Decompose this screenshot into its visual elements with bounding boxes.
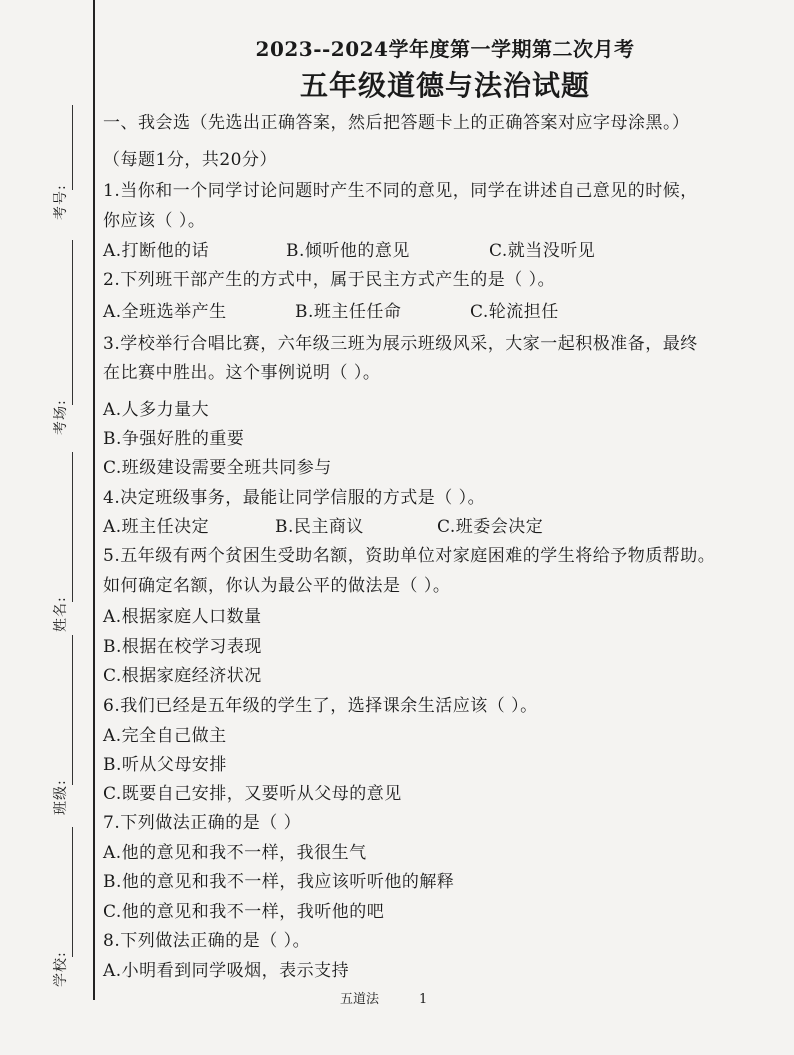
exam-title: 五年级道德与法治试题 [299, 69, 590, 102]
option-c[interactable]: C.轮流担任 [470, 302, 559, 322]
question-6-option-b[interactable]: B.听从父母安排 [103, 755, 227, 775]
binding-line [93, 0, 95, 1000]
question-3-stem-line-2: 在比赛中胜出。这个事例说明（ ）。 [103, 363, 381, 383]
question-7-option-c[interactable]: C.他的意见和我不一样，我听他的吧 [103, 902, 385, 922]
name-line [72, 452, 73, 602]
footer-subject: 五道法 [340, 992, 380, 1007]
exam-term-title: 2023--2024学年度第一学期第二次月考 [255, 37, 635, 61]
question-5-stem-line-1: 5.五年级有两个贫困生受助名额，资助单位对家庭困难的学生将给予物质帮助。 [103, 546, 716, 566]
option-b[interactable]: B.班主任任命 [295, 302, 402, 322]
question-7-option-a[interactable]: A.他的意见和我不一样，我很生气 [103, 843, 367, 863]
question-6-option-c[interactable]: C.既要自己安排，又要听从父母的意见 [103, 784, 402, 804]
option-b[interactable]: B.民主商议 [275, 517, 364, 537]
binding-margin [0, 0, 96, 1055]
question-3-stem-line-1: 3.学校举行合唱比赛，六年级三班为展示班级风采，大家一起积极准备，最终 [103, 334, 698, 354]
exam-no-line [72, 105, 73, 190]
option-b[interactable]: B.倾听他的意见 [286, 241, 410, 261]
room-line [72, 240, 73, 405]
school-line [72, 827, 73, 957]
section-heading: 一、我会选（先选出正确答案，然后把答题卡上的正确答案对应字母涂黑。） [103, 113, 690, 133]
question-8-option-a[interactable]: A.小明看到同学吸烟，表示支持 [103, 961, 350, 981]
question-1-stem-line-1: 1.当你和一个同学讨论问题时产生不同的意见，同学在讲述自己意见的时候， [103, 181, 698, 201]
option-c[interactable]: C.就当没听见 [489, 241, 596, 261]
question-7-stem: 7.下列做法正确的是（ ） [103, 813, 302, 833]
question-3-option-c[interactable]: C.班级建设需要全班共同参与 [103, 458, 332, 478]
class-line [72, 635, 73, 785]
question-1-stem-line-2: 你应该（ ）。 [103, 211, 206, 231]
option-a[interactable]: A.全班选举产生 [103, 302, 227, 322]
question-6-option-a[interactable]: A.完全自己做主 [103, 726, 227, 746]
question-5-option-a[interactable]: A.根据家庭人口数量 [103, 607, 262, 627]
question-5-stem-line-2: 如何确定名额，你认为最公平的做法是（ ）。 [103, 576, 451, 596]
question-3-option-a[interactable]: A.人多力量大 [103, 400, 210, 420]
option-a[interactable]: A.班主任决定 [103, 517, 210, 537]
question-8-stem: 8.下列做法正确的是（ ）。 [103, 931, 311, 951]
section-scoring: （每题1分，共20分） [103, 150, 277, 170]
page-footer [340, 988, 467, 1007]
question-5-option-b[interactable]: B.根据在校学习表现 [103, 637, 262, 657]
page-number: 1 [419, 992, 428, 1007]
question-4-options [103, 512, 543, 537]
question-2-options [103, 297, 559, 322]
question-1-options [103, 236, 595, 261]
exam-no-label: 考号: [53, 184, 69, 220]
question-7-option-b[interactable]: B.他的意见和我不一样，我应该听听他的解释 [103, 872, 455, 892]
option-a[interactable]: A.打断他的话 [103, 241, 210, 261]
question-6-stem: 6.我们已经是五年级的学生了，选择课余生活应该（ ）。 [103, 696, 538, 716]
question-5-option-c[interactable]: C.根据家庭经济状况 [103, 666, 262, 686]
name-label: 姓名: [53, 596, 69, 632]
question-3-option-b[interactable]: B.争强好胜的重要 [103, 429, 245, 449]
option-c[interactable]: C.班委会决定 [437, 517, 544, 537]
question-2-stem: 2.下列班干部产生的方式中，属于民主方式产生的是（ ）。 [103, 270, 556, 290]
question-4-stem: 4.决定班级事务，最能让同学信服的方式是（ ）。 [103, 488, 486, 508]
room-label: 考场: [53, 399, 69, 435]
class-label: 班级: [53, 779, 69, 815]
school-label: 学校: [53, 951, 69, 987]
